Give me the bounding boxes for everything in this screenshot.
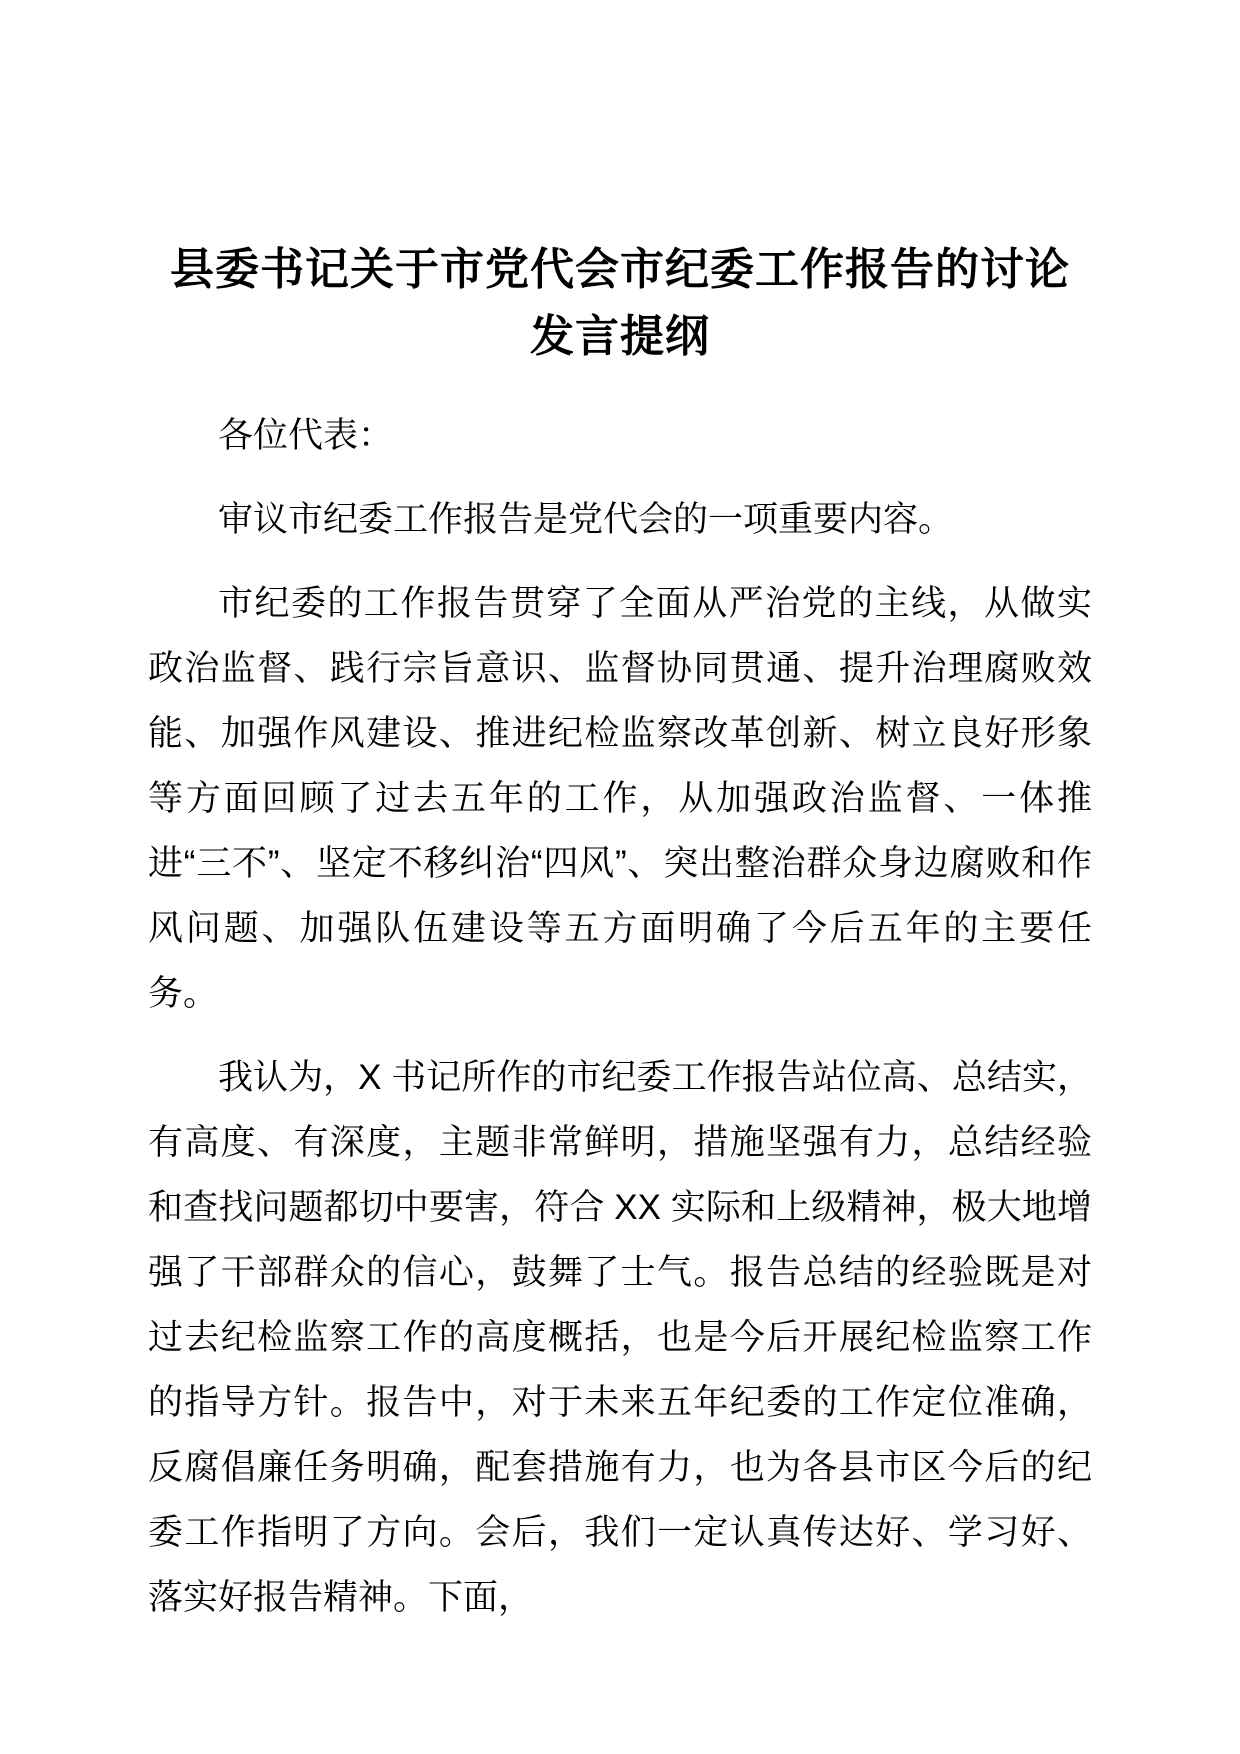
paragraph-intro: 审议市纪委工作报告是党代会的一项重要内容。 bbox=[218, 500, 954, 539]
paragraph-report-summary: 市纪委的工作报告贯穿了全面从严治党的主线，从做实政治监督、践行宗旨意识、监督协同贯通、提升治理腐败效能、加强作风建设、推进纪检监察改革创新、树立良好形象等方面回顾了过去五年的工作，从加强政治监督、一体推进“三不”、坚定不移纠治“四风”、突出整治群众身边腐败和作风问题、加强队伍建设等五方面明确了今后五年的主要任务。 bbox=[148, 584, 1092, 1013]
paragraph-evaluation: 我认为，X 书记所作的市纪委工作报告站位高、总结实，有高度、有深度，主题非常鲜明，措施坚强有力，总结经验和查找问题都切中要害，符合 XX 实际和上级精神，极大地增强了干部群众的信心，鼓舞了士气。报告总结的经验既是对过去纪检监察工作的高度概括，也是今后开展纪检监察工作的指导方针。报告中，对于未来五年纪委的工作定位准确，反腐倡廉任务明确，配套措施有力，也为各县市区今后的纪委工作指明了方向。会后，我们一定认真传达好、学习好、落实好报告精神。下面， bbox=[148, 1058, 1092, 1617]
paragraph-salutation: 各位代表： bbox=[218, 416, 394, 455]
document-body bbox=[148, 403, 1092, 1630]
document-title bbox=[148, 236, 1092, 370]
document-title-line-1: 县委书记关于市党代会市纪委工作报告的讨论 bbox=[170, 245, 1070, 294]
document-title-line-2: 发言提纲 bbox=[530, 312, 710, 361]
